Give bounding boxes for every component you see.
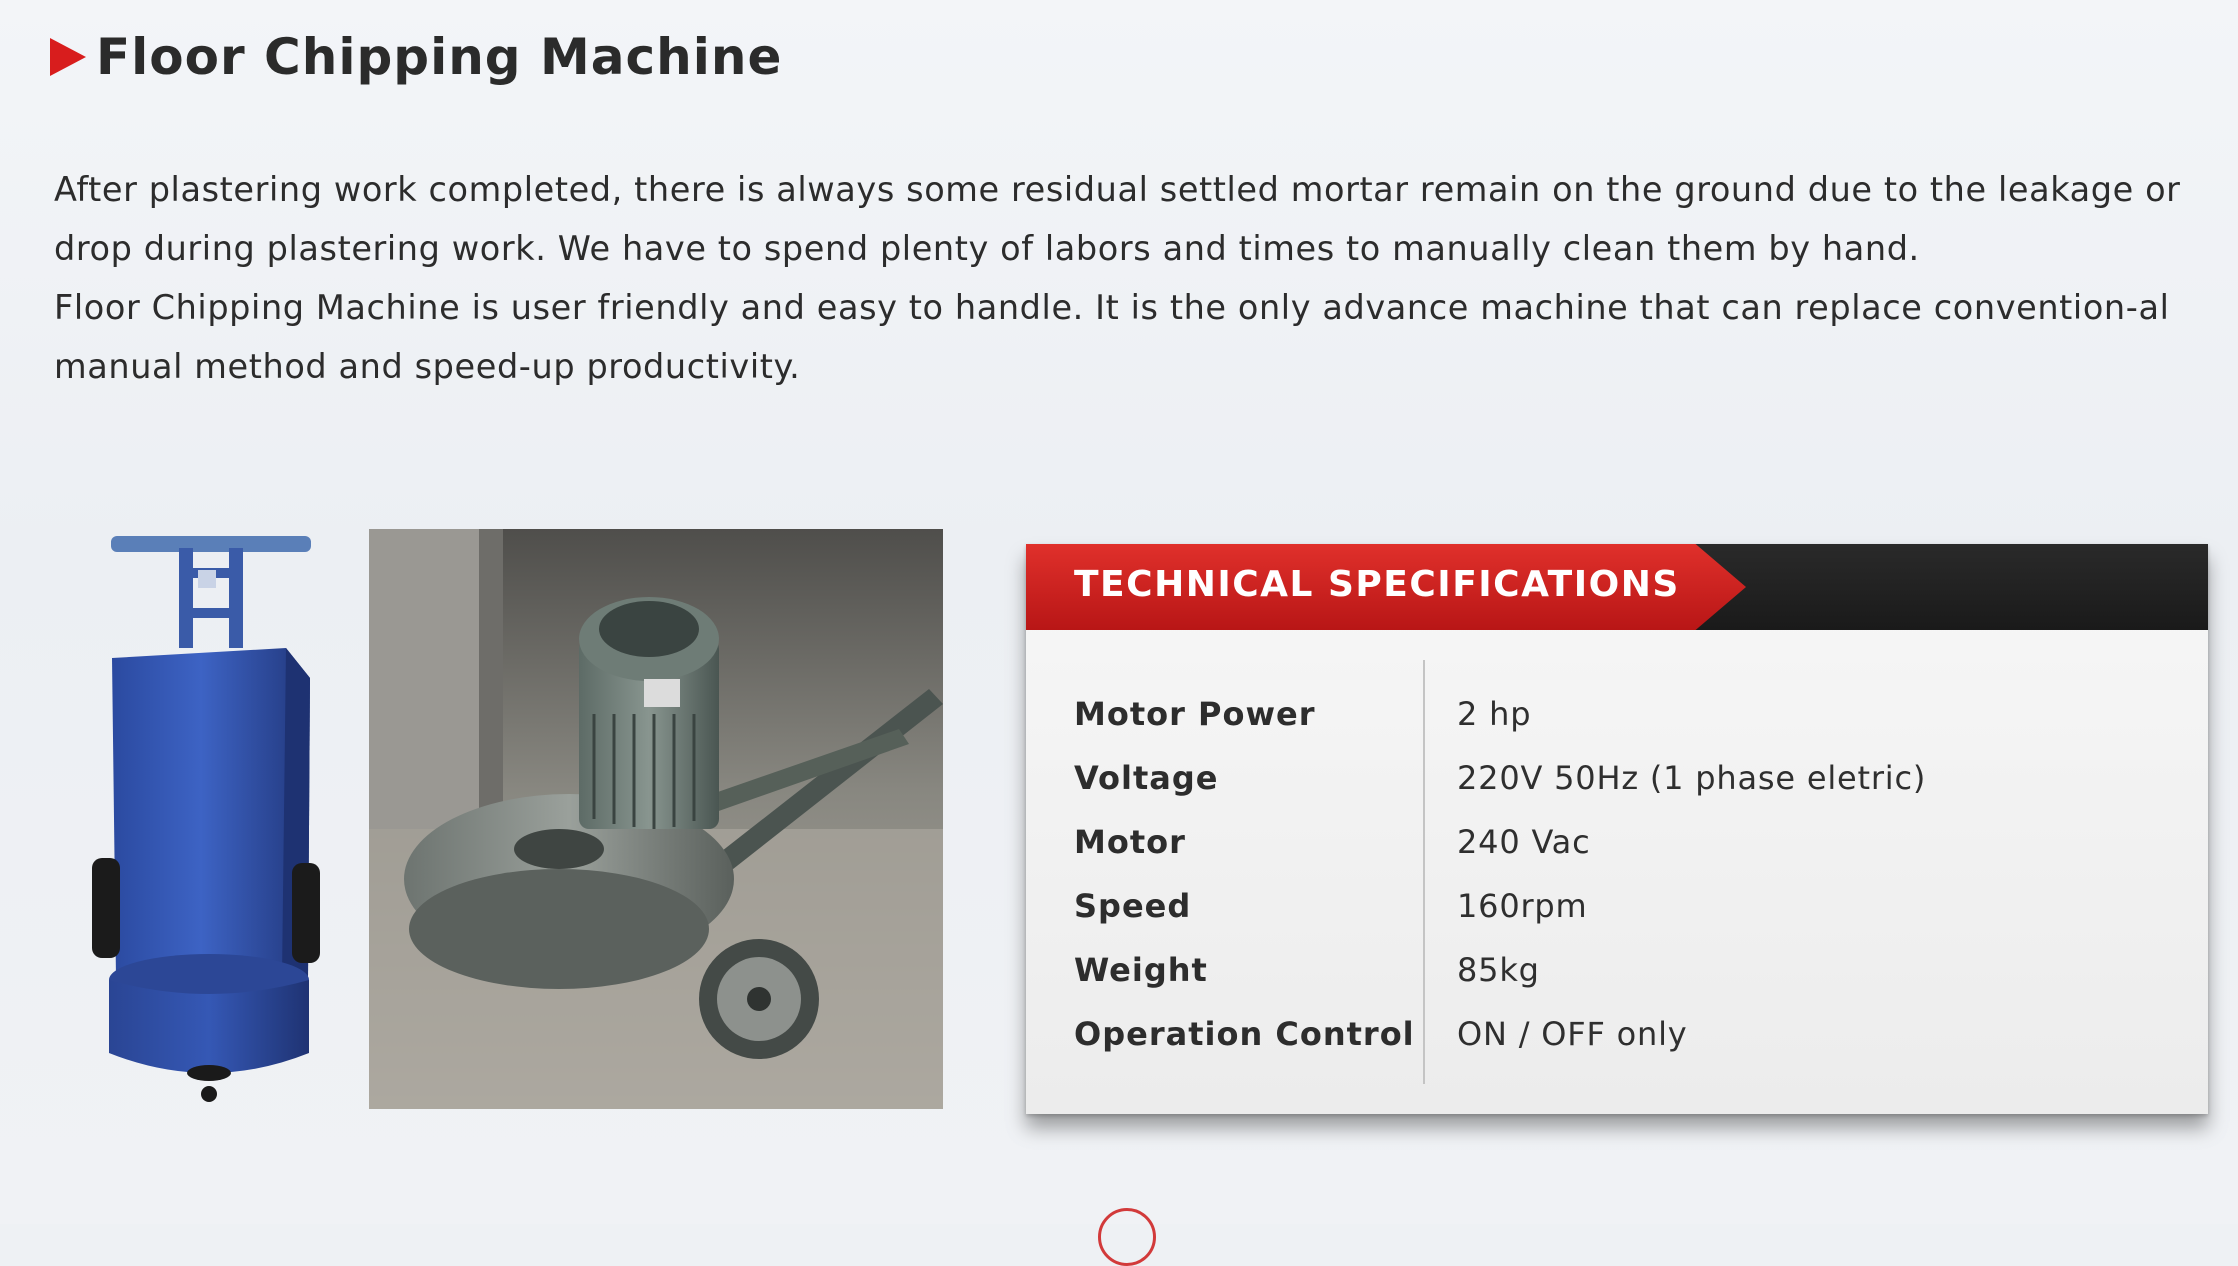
spec-row [1074,874,2174,938]
description-paragraph-2: Floor Chipping Machine is user friendly and easy to handle. It is the only advance machine that can replace convention-al manual method and speed-up productivity. [54,288,2170,386]
spec-label: Operation Control [1074,1015,1415,1053]
spec-row [1074,810,2174,874]
machine-illustration [86,528,336,1108]
spec-value: 220V 50Hz (1 phase eletric) [1457,759,1927,797]
machine-photo-drawing [369,529,943,1109]
title-row [50,28,782,86]
spec-table [1074,682,2174,1066]
spec-label: Speed [1074,887,1192,925]
spec-card [1026,544,2208,1114]
description-paragraph-1: After plastering work completed, there is always some residual settled mortar remain on the ground due to the leakage or drop during plastering work. We have to spend plenty of labors and times to manually clean them by hand. [54,170,2181,268]
spec-row [1074,682,2174,746]
spec-value: 240 Vac [1457,823,1591,861]
spec-value: 160rpm [1457,887,1588,925]
description [54,160,2224,396]
page-number-mark-icon [1098,1208,1156,1266]
spec-value: ON / OFF only [1457,1015,1688,1053]
spec-label: Motor Power [1074,695,1316,733]
page-title: Floor Chipping Machine [96,28,783,86]
spec-label: Weight [1074,951,1208,989]
title-arrow-icon [50,38,86,76]
spec-label: Voltage [1074,759,1219,797]
spec-value: 2 hp [1457,695,1532,733]
spec-row [1074,938,2174,1002]
spec-row [1074,746,2174,810]
spec-label: Motor [1074,823,1186,861]
spec-header [1026,544,2208,630]
spec-title: TECHNICAL SPECIFICATIONS [1074,564,1680,605]
machine-photo [369,529,943,1109]
spec-row [1074,1002,2174,1066]
spec-value: 85kg [1457,951,1540,989]
